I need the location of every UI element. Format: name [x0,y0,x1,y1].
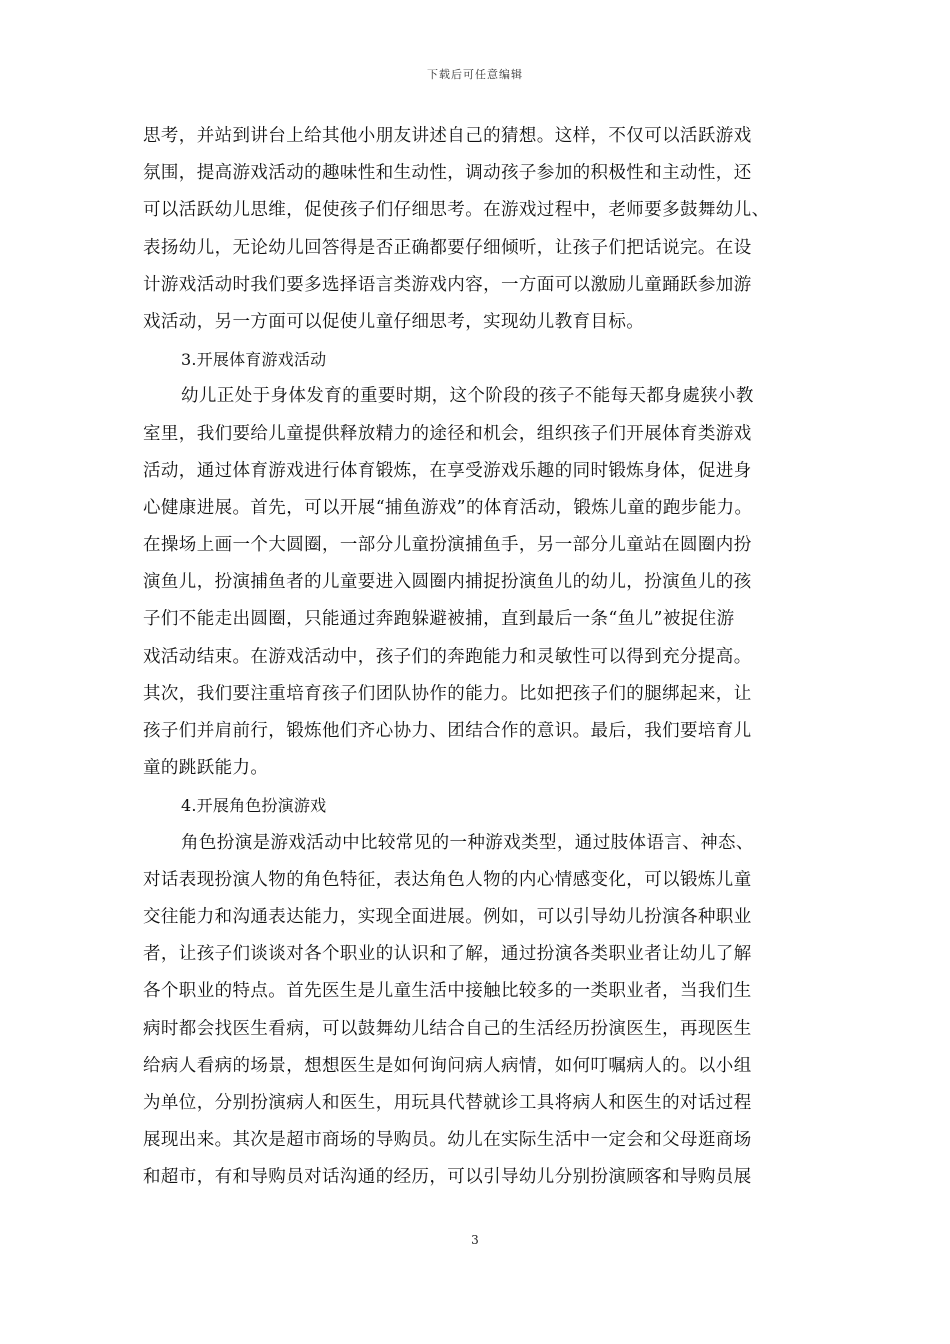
text-line: 病时都会找医生看病，可以鼓舞幼儿结合自己的生活经历扮演医生，再现医生 [143,1018,752,1039]
text-line: 孩子们并肩前行，锻炼他们齐心协力、团结合作的意识。最后，我们要培育儿 [143,721,752,741]
text-line: 演鱼儿，扮演捕鱼者的儿童要进入圆圈内捕捉扮演鱼儿的幼儿，扮演鱼儿的孩 [143,572,752,593]
text-line: 氛围，提高游戏活动的趣味性和生动性，调动孩子参加的积极性和主动性，还 [143,163,752,184]
text-line: 对话表现扮演人物的角色特征，表达角色人物的内心情感变化，可以锻炼儿童 [143,869,752,890]
text-line: 其次，我们要注重培育孩子们团队协作的能力。比如把孩子们的腿绑起来，让 [143,683,752,704]
text-line: 给病人看病的场景，想想医生是如何询问病人病情，如何叮嘱病人的。以小组 [143,1055,752,1076]
text-line: 戏活动，另一方面可以促使儿童仔细思考，实现幼儿教育目标。 [143,311,645,332]
text-line: 各个职业的特点。首先医生是儿童生活中接触比较多的一类职业者，当我们生 [143,981,752,1002]
text-line: 思考，并站到讲台上给其他小朋友讲述自己的猜想。这样，不仅可以活跃游戏 [143,126,752,146]
page-number: 3 [471,1233,479,1247]
section-heading: 4.开展角色扮演游戏 [181,796,327,816]
text-line: 心健康进展。首先，可以开展“捕鱼游戏”的体育活动，锻炼儿童的跑步能力。 [143,497,753,518]
text-line: 子们不能走出圆圈，只能通过奔跑躲避被捕，直到最后一条“鱼儿”被捉住游 [143,609,735,630]
text-line: 计游戏活动时我们要多选择语言类游戏内容，一方面可以激励儿童踊跃参加游 [143,274,752,295]
text-line: 交往能力和沟通表达能力，实现全面进展。例如，可以引导幼儿扮演各种职业 [143,906,752,927]
text-line: 者，让孩子们谈谈对各个职业的认识和了解，通过扮演各类职业者让幼儿了解 [143,944,752,965]
text-line: 童的跳跃能力。 [143,758,269,779]
text-line: 戏活动结束。在游戏活动中，孩子们的奔跑能力和灵敏性可以得到充分提高。 [143,646,752,667]
text-line: 和超市，有和导购员对话沟通的经历，可以引导幼儿分别扮演顾客和导购员展 [143,1167,752,1188]
text-line: 角色扮演是游戏活动中比较常见的一种游戏类型，通过肢体语言、神态、 [181,832,754,853]
text-line: 活动，通过体育游戏进行体育锻炼，在享受游戏乐趣的同时锻炼身体，促进身 [143,460,752,481]
text-line: 室里，我们要给儿童提供释放精力的途径和机会，组织孩子们开展体育类游戏 [143,423,752,444]
text-line: 为单位，分别扮演病人和医生，用玩具代替就诊工具将病人和医生的对话过程 [143,1092,752,1113]
text-line: 表扬幼儿，无论幼儿回答得是否正确都要仔细倾听，让孩子们把话说完。在设 [143,237,752,258]
text-line: 幼儿正处于身体发育的重要时期，这个阶段的孩子不能每天都身處狭小教 [181,386,754,407]
body-text [143,118,807,1196]
text-line: 展现出来。其次是超市商场的导购员。幼儿在实际生活中一定会和父母逛商场 [143,1130,752,1151]
page-header: 下载后可任意编辑 [427,68,523,81]
text-line: 在操场上画一个大圆圈，一部分儿童扮演捕鱼手，另一部分儿童站在圆圈内扮 [143,535,752,556]
section-heading: 3.开展体育游戏活动 [181,350,327,370]
text-line: 可以活跃幼儿思维，促使孩子们仔细思考。在游戏过程中，老师要多鼓舞幼儿、 [143,200,770,221]
